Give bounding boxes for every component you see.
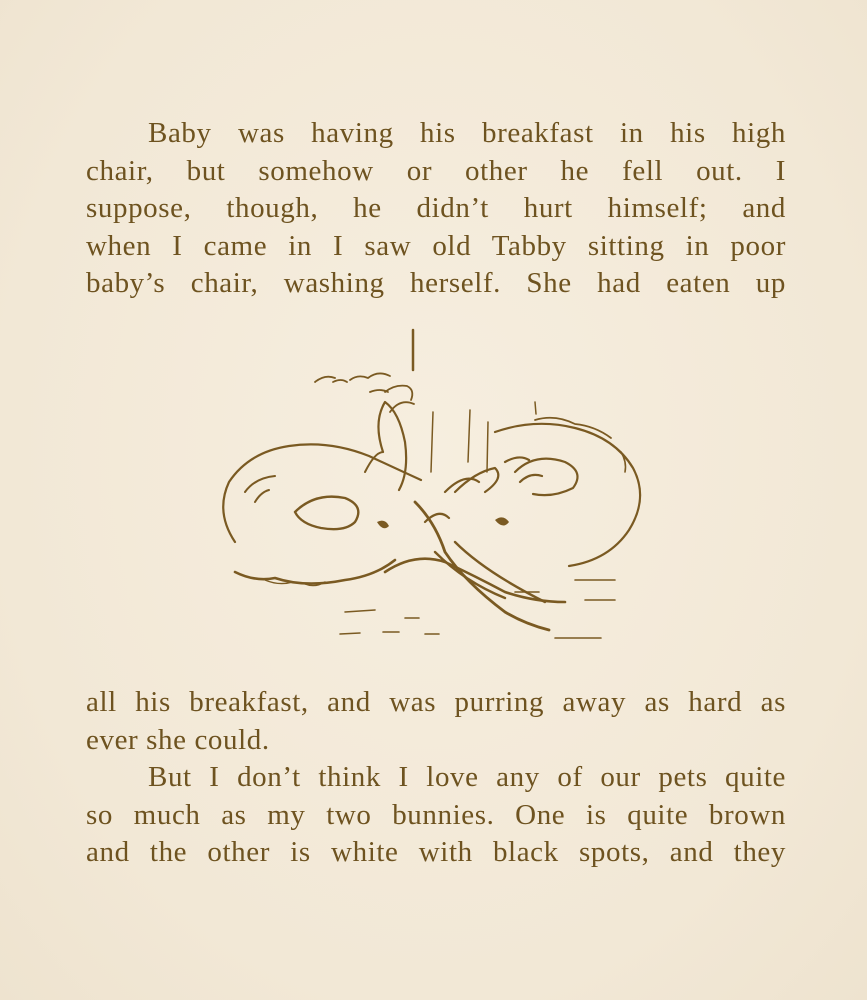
text-line: But I don’t think I love any of our pets quite (148, 761, 786, 793)
two-rabbits-sketch (205, 322, 675, 667)
text-line: chair, but somehow or other he fell out. I (86, 154, 786, 187)
paragraph-top (86, 115, 786, 303)
text-line: suppose, though, he didn’t hurt himself; and (86, 192, 786, 224)
text-line: baby’s chair, washing herself. She had eaten up (86, 267, 786, 299)
text-line: so much as my two bunnies. One is quite brown (86, 798, 786, 831)
text-line: all his breakfast, and was purring away as hard as (86, 686, 786, 718)
text-line: ever she could. (86, 723, 270, 756)
bunnies-illustration (205, 322, 675, 667)
text-line: and the other is white with black spots, and they (86, 836, 786, 868)
text-line: when I came in I saw old Tabby sitting in poor (86, 229, 786, 262)
text-line: Baby was having his breakfast in his high (148, 117, 786, 149)
paragraph-bottom (86, 684, 786, 872)
